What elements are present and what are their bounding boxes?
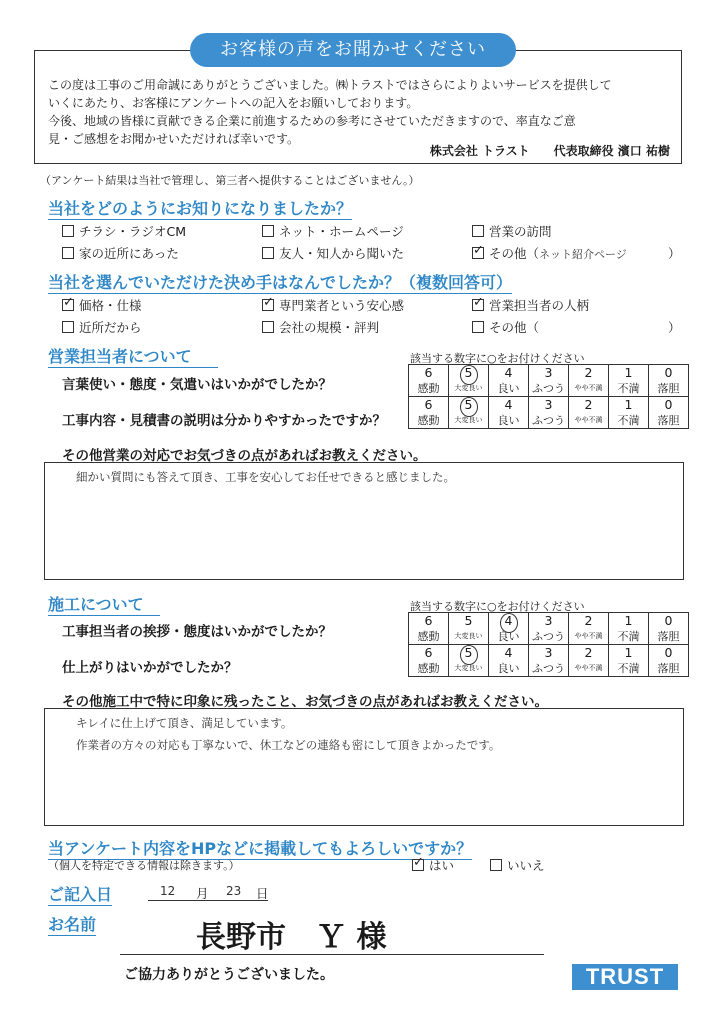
paren-close: ） (668, 246, 681, 261)
rating-value: 1 (624, 645, 633, 660)
survey-title: お客様の声をお聞かせください (190, 33, 516, 67)
construction-comment-line: キレイに仕上げて頂き、満足しています。 (76, 716, 293, 730)
rating-label: 大変良い (454, 416, 483, 424)
rating-value: 3 (544, 397, 553, 412)
construction-comment-prompt: その他施工中で特に印象に残ったこと、お気づきの点があればお教えください。 (62, 694, 548, 710)
checkbox-checked[interactable] (412, 859, 424, 871)
rating-cell-2[interactable] (569, 645, 609, 677)
rating-label: 不満 (617, 630, 640, 643)
rating-label: 感動 (417, 414, 440, 427)
rating-cell-2[interactable] (569, 365, 609, 397)
rating-row-manner (409, 365, 689, 397)
rating-label: 大変良い (454, 632, 483, 640)
rating-value: 4 (504, 365, 513, 380)
rating-value: 1 (624, 397, 633, 412)
rating-cell-3[interactable] (529, 613, 569, 645)
intro-line: いくにあたり、お客様にアンケートへの記入をお願いしております。 (48, 96, 419, 110)
rating-cell-0[interactable] (649, 613, 689, 645)
rating-label: ふつう (532, 662, 565, 675)
entry-month: 12 (160, 884, 176, 898)
rating-label: やや不満 (574, 664, 603, 672)
customer-name: 長野市 Ｙ 様 (196, 920, 387, 955)
rating-cell-5[interactable] (449, 613, 489, 645)
rating-value: 3 (544, 645, 553, 660)
rating-label: ふつう (532, 382, 565, 395)
rating-value: 0 (664, 365, 673, 380)
rating-label: 良い (497, 414, 520, 427)
rating-cell-0[interactable] (649, 397, 689, 429)
q2-option[interactable]: 近所だから (62, 318, 142, 336)
q2-option[interactable]: 会社の規模・評判 (262, 318, 379, 336)
rating-value: 4 (504, 613, 513, 628)
rating-label: 落胆 (657, 414, 680, 427)
rating-cell-3[interactable] (529, 645, 569, 677)
rating-cell-2[interactable] (569, 397, 609, 429)
rating-label: 感動 (417, 382, 440, 395)
rating-cell-6[interactable] (409, 613, 449, 645)
scale-instruction: 該当する数字に○をお付けください (410, 352, 585, 365)
rating-label: 落胆 (657, 662, 680, 675)
q2-heading: 当社を選んでいただけた決め手はなんでしたか？（複数回答可） (48, 270, 512, 294)
checkbox[interactable] (262, 225, 274, 237)
q2-option[interactable]: ✓価格・仕様 (62, 296, 142, 314)
rating-cell-1[interactable] (609, 397, 649, 429)
rating-value: 5 (464, 645, 473, 660)
rating-table-sales (408, 364, 689, 429)
rating-value: 0 (664, 613, 673, 628)
q2-option[interactable]: ✓ 専門業者という安心感 (262, 296, 404, 314)
rating-value: 2 (584, 397, 593, 412)
rating-cell-3[interactable] (529, 397, 569, 429)
privacy-note: （アンケート結果は当社で管理し、第三者へ提供することはございません。） (40, 174, 420, 187)
paren-close: ） (668, 320, 681, 335)
rating-cell-3[interactable] (529, 365, 569, 397)
rating-cell-5[interactable] (449, 365, 489, 397)
rating-label: やや不満 (574, 416, 603, 424)
rating-cell-4[interactable] (489, 645, 529, 677)
checkbox-checked[interactable] (472, 247, 484, 259)
q-explain: 工事内容・見積書の説明は分かりやすかったですか？ (62, 413, 386, 429)
q1-option[interactable]: ネット・ホームページ (262, 222, 404, 240)
q-manner: 言葉使い・態度・気遣いはいかがでしたか？ (62, 377, 332, 393)
q2-option-other[interactable]: その他（ (472, 318, 539, 336)
rating-value: 6 (424, 613, 433, 628)
entry-day: 23 (226, 884, 242, 898)
checkbox[interactable] (62, 247, 74, 259)
rating-cell-5[interactable] (449, 397, 489, 429)
rating-value: 1 (624, 365, 633, 380)
rating-cell-2[interactable] (569, 613, 609, 645)
q1-option-other[interactable]: ✓ その他（ネット紹介ページ (472, 244, 627, 262)
rating-label: 大変良い (454, 384, 483, 392)
q1-option[interactable]: 家の近所にあった (62, 244, 179, 262)
checkbox[interactable] (472, 321, 484, 333)
publish-note: （個人を特定できる情報は除きます。） (48, 859, 240, 872)
q1-option[interactable]: チラシ・ラジオCM (62, 222, 186, 240)
rating-label: 良い (497, 662, 520, 675)
rating-cell-6[interactable] (409, 645, 449, 677)
thanks-text: ご協力ありがとうございました。 (124, 967, 334, 983)
rating-value: 6 (424, 397, 433, 412)
construction-comment-line: 作業者の方々の対応も丁寧ないで、休工などの連絡も密にして頂きよかったです。 (76, 738, 501, 752)
rating-cell-6[interactable] (409, 397, 449, 429)
signature: 株式会社 トラスト 代表取締役 濱口 祐樹 (429, 144, 670, 158)
rating-label: 大変良い (454, 664, 483, 672)
scale-instruction: 該当する数字に○をお付けください (410, 600, 585, 613)
rating-row-worker (409, 613, 689, 645)
rating-value: 0 (664, 397, 673, 412)
rating-value: 3 (544, 613, 553, 628)
rating-cell-1[interactable] (609, 365, 649, 397)
name-label: お名前 (48, 912, 96, 936)
rating-cell-5[interactable] (449, 645, 489, 677)
rating-label: 感動 (417, 630, 440, 643)
publish-yes-option[interactable]: ✓ はい (412, 856, 454, 874)
rating-label: ふつう (532, 630, 565, 643)
publish-no-option[interactable]: いいえ (490, 856, 545, 874)
checkbox[interactable] (62, 225, 74, 237)
q1-other-text: ネット紹介ページ (539, 248, 627, 261)
rating-value: 4 (504, 645, 513, 660)
q2-option[interactable]: ✓ 営業担当者の人柄 (472, 296, 589, 314)
rating-label: 不満 (617, 414, 640, 427)
checkbox-checked[interactable] (472, 299, 484, 311)
q1-heading: 当社をどのようにお知りになりましたか？ (48, 196, 352, 220)
rating-value: 6 (424, 365, 433, 380)
checkbox[interactable] (262, 321, 274, 333)
trust-logo: TRUST (572, 964, 678, 990)
q-finish: 仕上がりはいかがでしたか？ (62, 660, 238, 676)
q1-option[interactable]: 友人・知人から聞いた (262, 244, 404, 262)
rating-value: 3 (544, 365, 553, 380)
rating-row-finish (409, 645, 689, 677)
checkbox[interactable] (490, 859, 502, 871)
rating-value: 2 (584, 365, 593, 380)
q-worker: 工事担当者の挨拶・態度はいかがでしたか？ (62, 624, 332, 640)
name-underline (120, 954, 544, 955)
rating-value: 6 (424, 645, 433, 660)
date-label: ご記入日 (48, 882, 112, 906)
intro-line: この度は工事のご用命誠にありがとうございました。㈱トラストではさらによりよいサービスを提供して (48, 78, 612, 92)
rating-label: やや不満 (574, 632, 603, 640)
sales-heading: 営業担当者について (48, 344, 218, 368)
sales-comment: 細かい質問にも答えて頂き、工事を安心してお任せできると感じました。 (76, 470, 456, 484)
rating-cell-0[interactable] (649, 365, 689, 397)
month-unit: 月 (196, 886, 209, 901)
intro-line: 見・ご感想をお聞かせいただければ幸いです。 (48, 132, 300, 146)
checkbox-checked[interactable] (262, 299, 274, 311)
rating-cell-4[interactable] (489, 613, 529, 645)
rating-value: 2 (584, 645, 593, 660)
checkbox[interactable] (62, 321, 74, 333)
rating-cell-1[interactable] (609, 613, 649, 645)
rating-value: 0 (664, 645, 673, 660)
rating-label: 感動 (417, 662, 440, 675)
checkbox-checked[interactable] (62, 299, 74, 311)
rating-cell-6[interactable] (409, 365, 449, 397)
rating-cell-4[interactable] (489, 397, 529, 429)
rating-label: 落胆 (657, 630, 680, 643)
checkbox[interactable] (262, 247, 274, 259)
rating-label: やや不満 (574, 384, 603, 392)
rating-table-construction (408, 612, 689, 677)
intro-text (48, 76, 668, 148)
rating-value: 5 (464, 365, 473, 380)
rating-value: 2 (584, 613, 593, 628)
rating-label: 不満 (617, 382, 640, 395)
intro-line: 今後、地域の皆様に貢献できる企業に前進するための参考にさせていただきますので、率直なご意 (48, 114, 576, 128)
rating-cell-0[interactable] (649, 645, 689, 677)
sales-comment-prompt: その他営業の対応でお気づきの点があればお教えください。 (62, 448, 427, 464)
rating-label: 不満 (617, 662, 640, 675)
checkbox[interactable] (472, 225, 484, 237)
rating-value: 5 (464, 397, 473, 412)
rating-value: 1 (624, 613, 633, 628)
rating-value: 5 (464, 613, 473, 628)
rating-label: 良い (497, 630, 520, 643)
rating-label: 良い (497, 382, 520, 395)
rating-row-explain (409, 397, 689, 429)
q1-option[interactable]: 営業の訪問 (472, 222, 552, 240)
rating-label: ふつう (532, 414, 565, 427)
day-unit: 日 (256, 886, 269, 901)
construction-heading: 施工について (48, 592, 160, 616)
rating-cell-1[interactable] (609, 645, 649, 677)
rating-cell-4[interactable] (489, 365, 529, 397)
rating-value: 4 (504, 397, 513, 412)
publish-heading: 当アンケート内容をHPなどに掲載してもよろしいですか？ (48, 836, 472, 860)
rating-label: 落胆 (657, 382, 680, 395)
